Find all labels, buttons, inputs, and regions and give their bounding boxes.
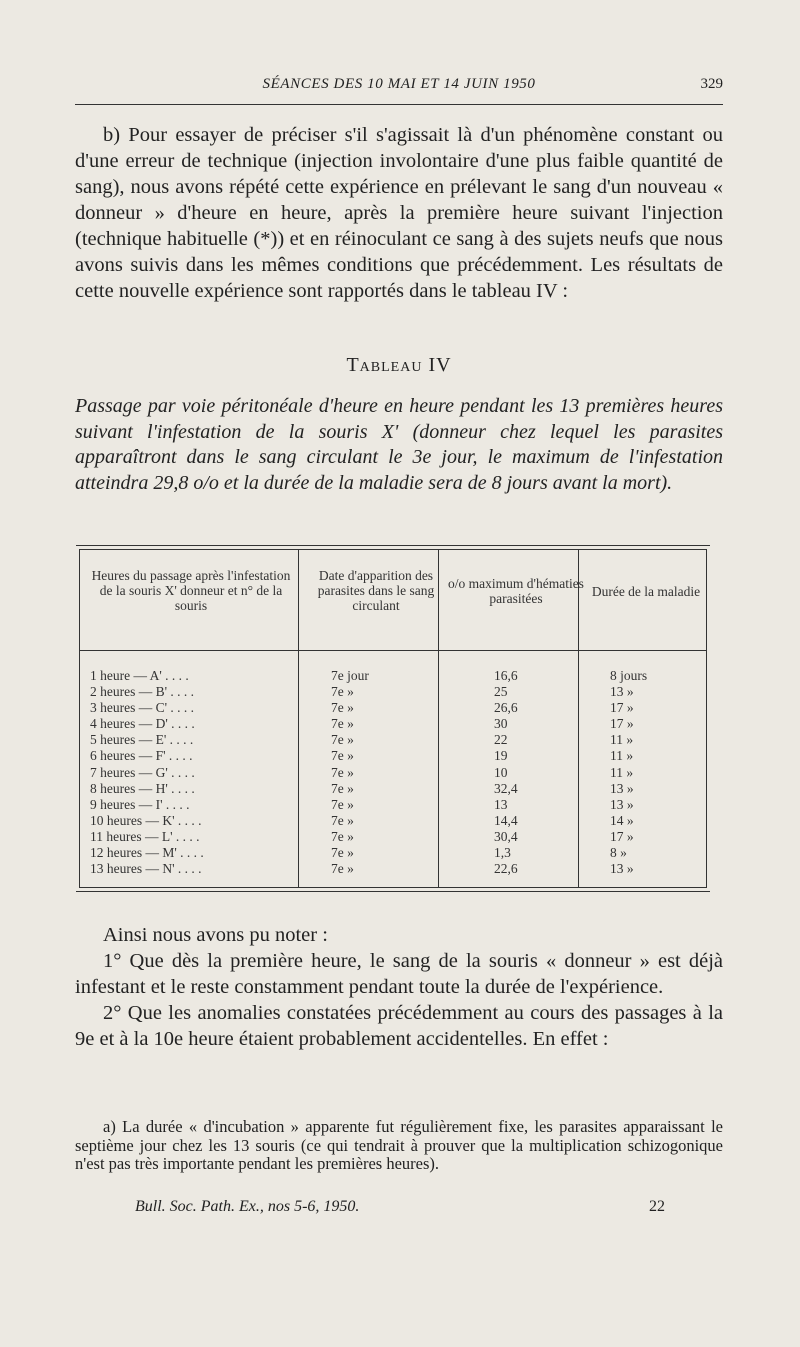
table-cell: 14 » bbox=[610, 812, 634, 828]
table-cell: 13 heures — N' . . . . bbox=[90, 861, 202, 877]
conclusion-lead: Ainsi nous avons pu noter : bbox=[103, 924, 328, 946]
table-cell: 7e » bbox=[331, 861, 354, 877]
bulletin-reference: Bull. Soc. Path. Ex., nos 5-6, 1950. bbox=[135, 1198, 360, 1215]
column-duree bbox=[610, 668, 647, 877]
conclusion-point-2: 2° Que les anomalies constatées précédemment au cours des passages à la 9e et à la 10e heure étaient probablement accidentelles. En effet : bbox=[75, 1002, 723, 1050]
signature-mark: 22 bbox=[649, 1198, 665, 1215]
table-cell: 17 » bbox=[610, 700, 634, 716]
table-cell: 13 » bbox=[610, 861, 634, 877]
table-cell: 5 heures — E' . . . . bbox=[90, 732, 194, 748]
table-cell: 8 heures — H' . . . . bbox=[90, 780, 195, 796]
table-cell: 19 bbox=[494, 748, 508, 764]
table-cell: 3 heures — C' . . . . bbox=[90, 700, 195, 716]
table-cell: 12 heures — M' . . . . bbox=[90, 845, 204, 861]
table-cell: 11 » bbox=[610, 764, 634, 780]
column-passage bbox=[90, 668, 300, 877]
column-maximum bbox=[494, 668, 518, 877]
table-header-duree: Durée de la maladie bbox=[591, 584, 701, 599]
table-caption bbox=[75, 394, 723, 496]
table-cell: 7 heures — G' . . . . bbox=[90, 764, 195, 780]
table-header-passage: Heures du passage après l'infestation de la souris X' donneur et n° de la souris bbox=[91, 568, 291, 613]
table-cell: 13 » bbox=[610, 796, 634, 812]
table-header-maximum: o/o maximum d'hématies parasitées bbox=[448, 576, 584, 606]
table-cell: 16,6 bbox=[494, 668, 518, 683]
table-caption-text: Passage par voie péritonéale d'heure en heure pendant les 13 premières heures suivant l'infestation de la souris X' (donneur chez lequel les parasites apparaîtront dans le sang circulant le 3e jour, le maximum de l'infestation atteindra 29,8 o/o et la durée de la maladie sera de 8 jours avant la mort). bbox=[75, 395, 723, 494]
table-cell: 10 bbox=[494, 764, 508, 780]
table-cell: 13 bbox=[494, 796, 508, 812]
running-header bbox=[75, 76, 723, 100]
table-cell: 14,4 bbox=[494, 812, 518, 828]
running-title: SÉANCES DES 10 MAI ET 14 JUIN 1950 bbox=[262, 76, 536, 92]
table-cell: 7e » bbox=[331, 828, 354, 844]
table-cell: 7e » bbox=[331, 684, 354, 700]
table-cell: 32,4 bbox=[494, 780, 518, 796]
table-cell: 13 » bbox=[610, 780, 634, 796]
table-cell: 17 » bbox=[610, 716, 634, 732]
table-cell: 7e » bbox=[331, 812, 354, 828]
table-cell: 7e » bbox=[331, 796, 354, 812]
table-cell: 4 heures — D' . . . . bbox=[90, 716, 195, 732]
table-cell: 1 heure — A' . . . . bbox=[90, 668, 189, 683]
table-cell: 22,6 bbox=[494, 861, 518, 877]
header-rule bbox=[75, 104, 723, 105]
results-table bbox=[76, 545, 710, 892]
table-cell: 7e » bbox=[331, 716, 354, 732]
table-cell: 7e » bbox=[331, 732, 354, 748]
table-cell: 26,6 bbox=[494, 700, 518, 716]
column-apparition bbox=[331, 668, 369, 877]
table-cell: 8 » bbox=[610, 845, 627, 861]
table-cell: 7e » bbox=[331, 764, 354, 780]
table-cell: 7e » bbox=[331, 700, 354, 716]
conclusion-paragraphs bbox=[75, 922, 723, 1052]
intro-paragraph-text: b) Pour essayer de préciser s'il s'agissait là d'un phénomène constant ou d'une erreur de technique (injection involontaire d'une plus faible quantité de sang), nous avons répété cette expérience en prélevant le sang d'un nouveau « donneur » d'heure en heure, après la première heure suivant l'injection (technique habituelle (*)) et en réinoculant ce sang à des sujets neufs que nous avons suivis dans les mêmes conditions que précédemment. Les résultats de cette nouvelle expérience sont rapportés dans le tableau IV : bbox=[75, 124, 723, 302]
table-cell: 2 heures — B' . . . . bbox=[90, 684, 195, 700]
table-header-apparition: Date d'apparition des parasites dans le sang circulant bbox=[317, 568, 435, 613]
table-cell: 30,4 bbox=[494, 828, 518, 844]
sub-paragraph bbox=[75, 1118, 723, 1174]
table-title: Tableau IV bbox=[346, 354, 452, 376]
table-header-rule bbox=[79, 650, 707, 651]
page-footer bbox=[75, 1198, 723, 1220]
table-cell: 7e jour bbox=[331, 668, 369, 683]
table-cell: 8 jours bbox=[610, 668, 648, 683]
sub-paragraph-text: a) La durée « d'incubation » apparente fut régulièrement fixe, les parasites apparaissant le septième jour chez les 13 souris (ce qui tendrait à prouver que la multiplication schizogonique n'est pas très importante pendant les premières heures). bbox=[75, 1117, 723, 1173]
table-cell: 9 heures — I' . . . . bbox=[90, 796, 190, 812]
table-cell: 7e » bbox=[331, 780, 354, 796]
table-cell: 22 bbox=[494, 732, 508, 748]
table-cell: 11 » bbox=[610, 732, 634, 748]
table-cell: 30 bbox=[494, 716, 508, 732]
table-cell: 25 bbox=[494, 684, 508, 700]
table-cell: 11 » bbox=[610, 748, 634, 764]
table-cell: 11 heures — L' . . . . bbox=[90, 828, 200, 844]
table-cell: 7e » bbox=[331, 748, 354, 764]
table-cell: 1,3 bbox=[494, 845, 511, 861]
table-cell: 13 » bbox=[610, 684, 634, 700]
conclusion-point-1: 1° Que dès la première heure, le sang de la souris « donneur » est déjà infestant et le reste constamment pendant toute la durée de l'expérience. bbox=[75, 950, 723, 998]
table-cell: 17 » bbox=[610, 828, 634, 844]
table-cell: 6 heures — F' . . . . bbox=[90, 748, 193, 764]
table-cell: 10 heures — K' . . . . bbox=[90, 812, 202, 828]
intro-paragraph bbox=[75, 122, 723, 304]
table-cell: 7e » bbox=[331, 845, 354, 861]
page-number: 329 bbox=[700, 76, 723, 92]
